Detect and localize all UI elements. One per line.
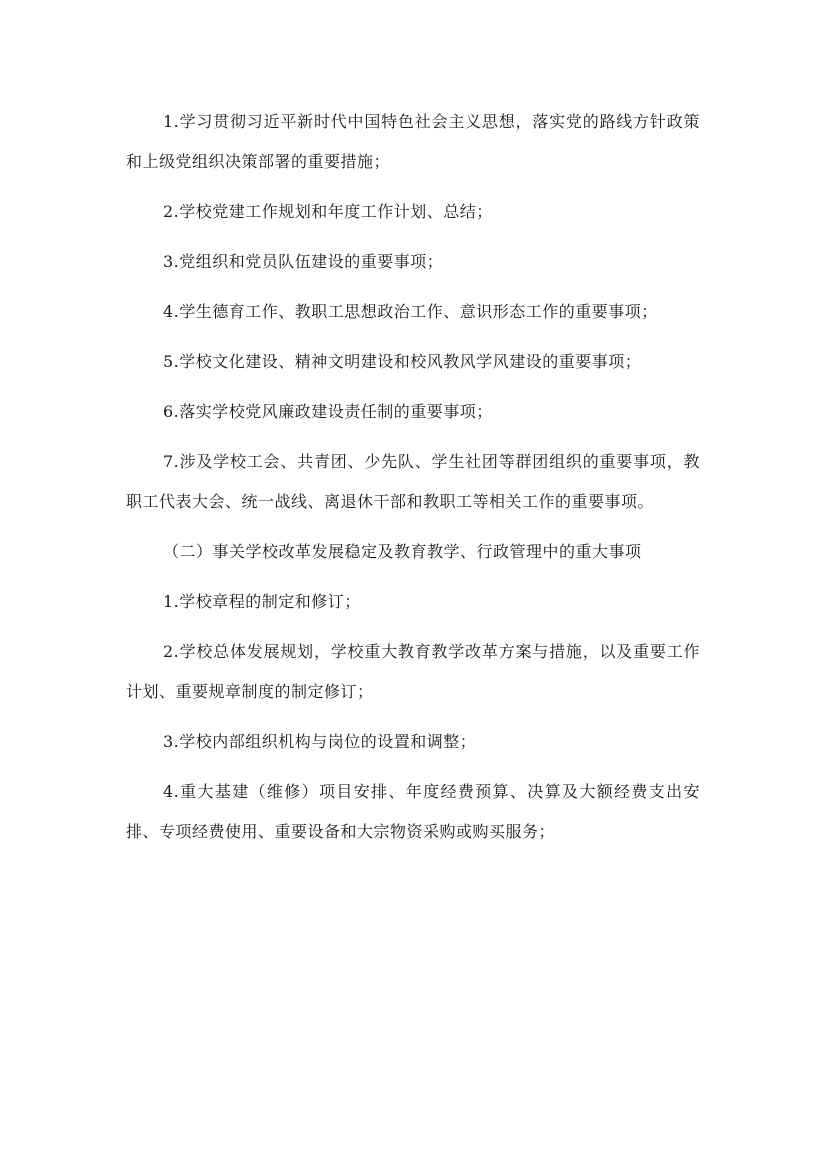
paragraph-3: 3.党组织和党员队伍建设的重要事项； <box>163 252 444 271</box>
paragraph-7: 7.涉及学校工会、共青团、少先队、学生社团等群团组织的重要事项，教职工代表大会、统一战线、离退休干部和教职工等相关工作的重要事项。 <box>126 452 700 511</box>
paragraph-5: 5.学校文化建设、精神文明建设和校风教风学风建设的重要事项； <box>163 352 642 371</box>
paragraph-10: 3.学校内部组织机构与岗位的设置和调整； <box>163 732 477 751</box>
document-body <box>126 102 700 862</box>
paragraph-1: 1.学习贯彻习近平新时代中国特色社会主义思想，落实党的路线方针政策和上级党组织决策部署的重要措施； <box>126 112 700 171</box>
section-heading-2: （二）事关学校改革发展稳定及教育教学、行政管理中的重大事项 <box>163 542 642 561</box>
paragraph-9: 2.学校总体发展规划，学校重大教育教学改革方案与措施，以及重要工作计划、重要规章制度的制定修订； <box>126 642 700 701</box>
paragraph-4: 4.学生德育工作、教职工思想政治工作、意识形态工作的重要事项； <box>163 302 658 321</box>
paragraph-6: 6.落实学校党风廉政建设责任制的重要事项； <box>163 402 493 421</box>
paragraph-8: 1.学校章程的制定和修订； <box>163 592 361 611</box>
paragraph-2: 2.学校党建工作规划和年度工作计划、总结； <box>163 202 493 221</box>
paragraph-11: 4.重大基建（维修）项目安排、年度经费预算、决算及大额经费支出安排、专项经费使用、重要设备和大宗物资采购或购买服务； <box>126 782 700 841</box>
